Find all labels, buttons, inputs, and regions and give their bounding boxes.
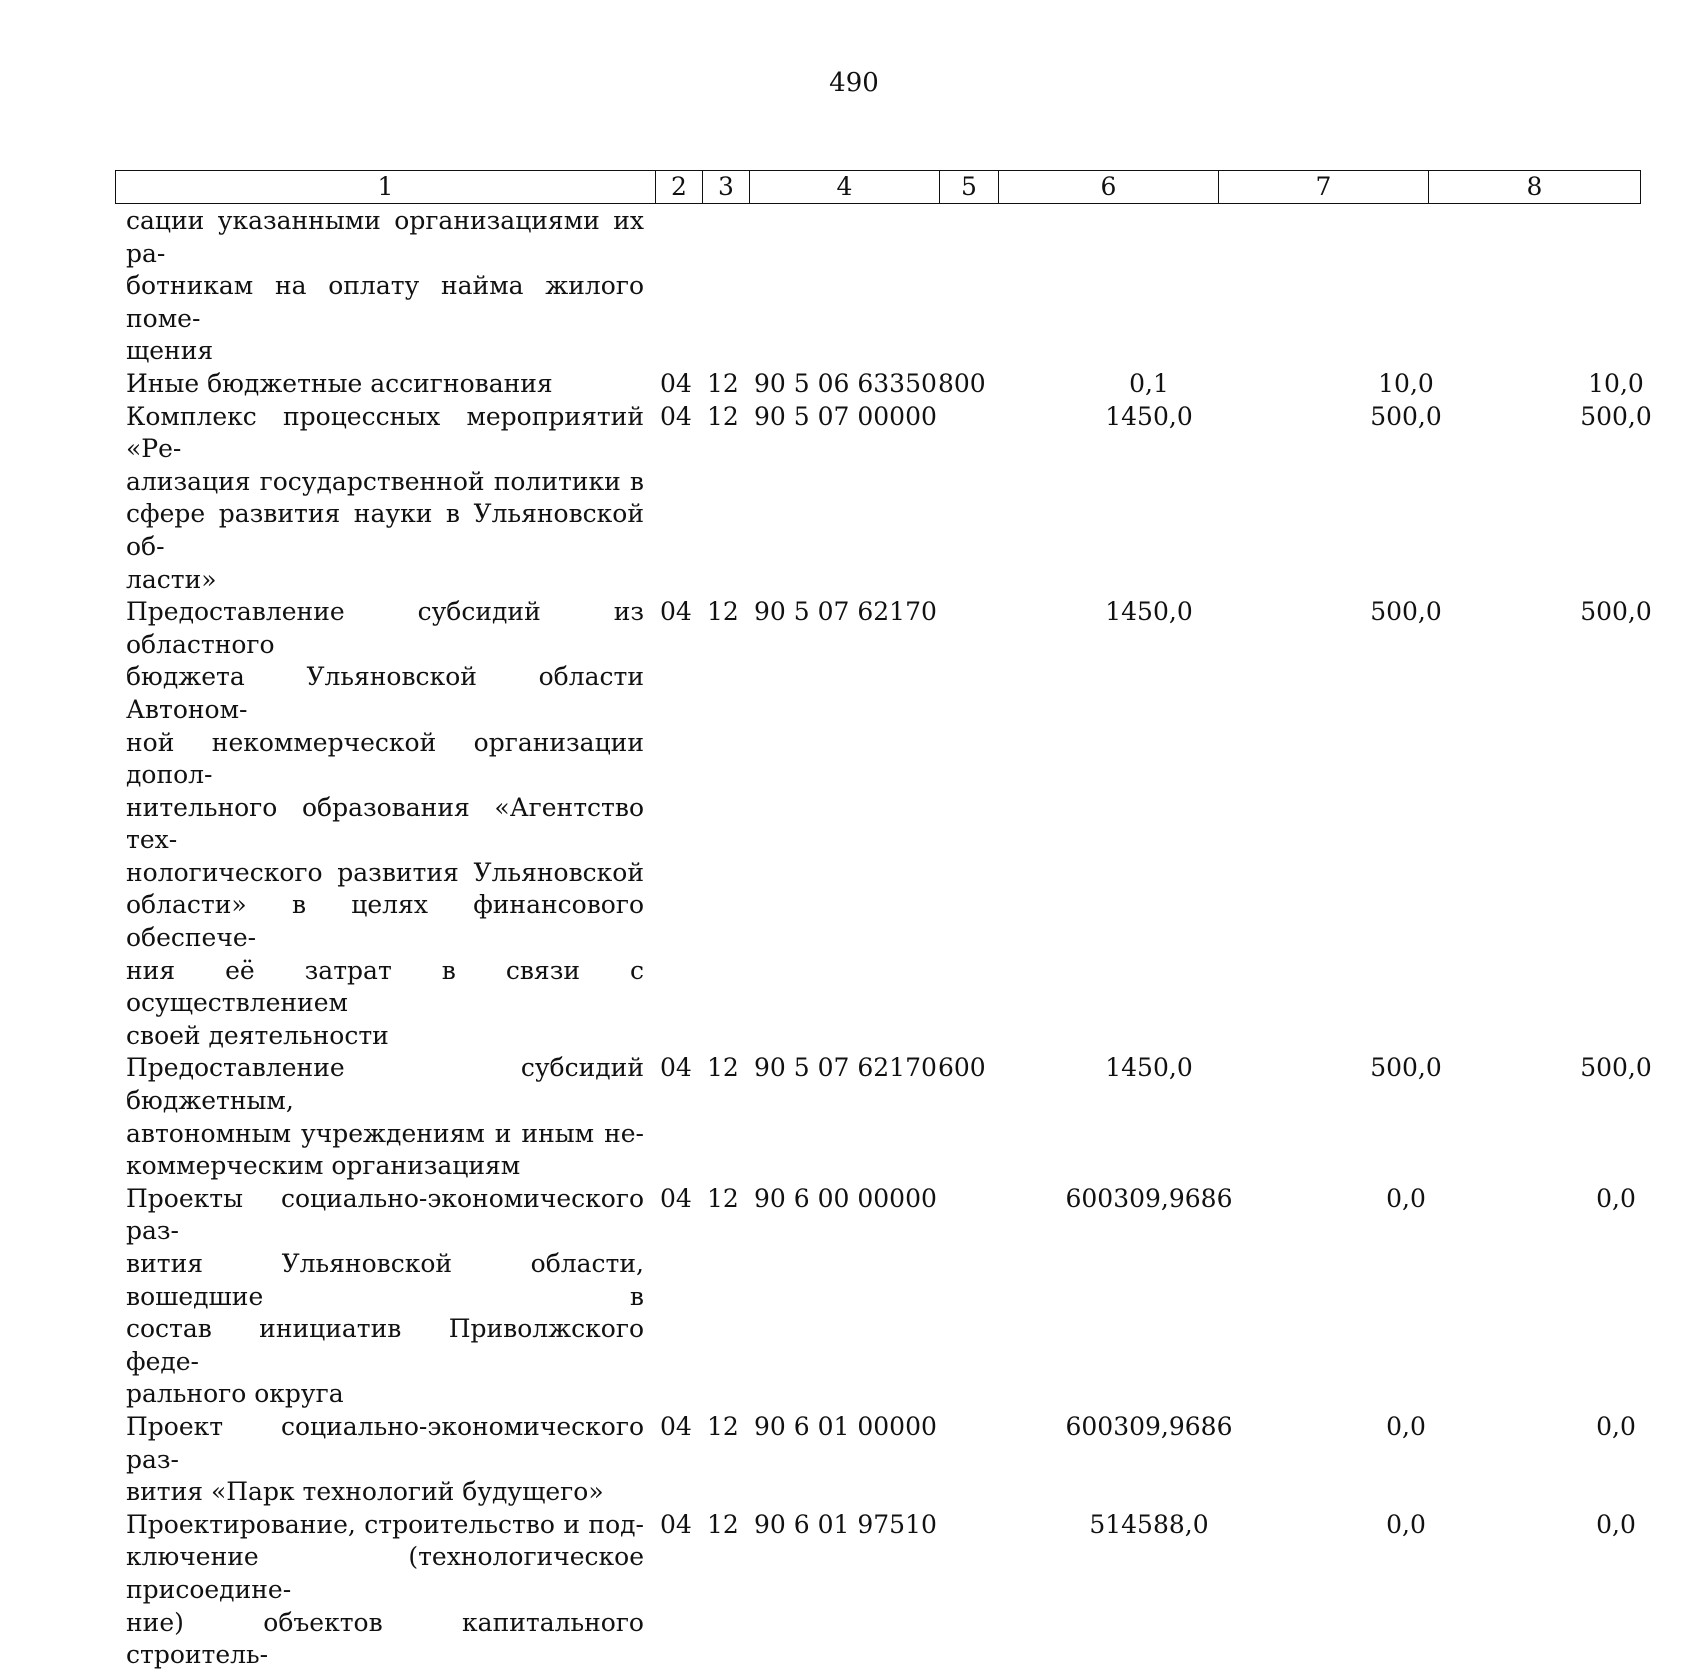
description-line: рального округа [126, 1379, 344, 1409]
table-row [126, 1052, 1652, 1182]
cell-col-2: 04 [660, 1509, 692, 1539]
row-description [126, 1509, 644, 1672]
cell-col-4: 90 6 00 00000 [754, 1183, 937, 1213]
cell-col-6: 514588,0 [1089, 1509, 1209, 1539]
cell-col-7: 500,0 [1370, 401, 1442, 431]
column-header-5: 5 [940, 171, 999, 204]
cell-col-6: 0,1 [1129, 368, 1169, 398]
column-header-8: 8 [1429, 171, 1641, 204]
cell-col-2: 04 [660, 597, 692, 627]
cell-col-6: 1450,0 [1105, 1053, 1193, 1083]
cell-col-3: 12 [707, 401, 739, 431]
description-line: коммерческим организациям [126, 1151, 521, 1181]
cell-col-5: 800 [938, 368, 986, 398]
column-header-table [115, 170, 1641, 204]
cell-col-7: 0,0 [1386, 1183, 1426, 1213]
cell-col-6: 1450,0 [1105, 597, 1193, 627]
cell-col-8: 0,0 [1596, 1509, 1636, 1539]
description-line: своей деятельности [126, 1020, 389, 1050]
description-line: сации указанными организациями их ра- [126, 206, 644, 268]
row-description [126, 1183, 644, 1411]
cell-col-2: 04 [660, 1411, 692, 1441]
cell-col-8: 10,0 [1588, 368, 1644, 398]
cell-col-5: 600 [938, 1053, 986, 1083]
description-line: сфере развития науки в Ульяновской об- [126, 499, 644, 561]
column-header-6: 6 [999, 171, 1219, 204]
cell-col-7: 500,0 [1370, 597, 1442, 627]
cell-col-4: 90 5 07 62170 [754, 1053, 937, 1083]
column-header-3: 3 [703, 171, 750, 204]
description-line: Иные бюджетные ассигнования [126, 368, 553, 398]
cell-col-4: 90 5 07 62170 [754, 597, 937, 627]
description-line: ключение (технологическое присоедине- [126, 1542, 644, 1604]
description-line: щения [126, 336, 214, 366]
column-header-4: 4 [750, 171, 940, 204]
description-line: ние) объектов капитального строитель- [126, 1607, 644, 1670]
cell-col-8: 500,0 [1580, 597, 1652, 627]
cell-col-8: 0,0 [1596, 1411, 1636, 1441]
description-line: ботникам на оплату найма жилого поме- [126, 271, 644, 333]
cell-col-2: 04 [660, 401, 692, 431]
row-description [126, 401, 644, 597]
cell-col-7: 10,0 [1378, 368, 1434, 398]
cell-col-2: 04 [660, 1183, 692, 1213]
row-description [126, 596, 644, 1052]
cell-col-3: 12 [707, 597, 739, 627]
cell-col-8: 0,0 [1596, 1183, 1636, 1213]
description-line: вития Ульяновской области, вошедшие в [126, 1249, 644, 1311]
description-line: ной некоммерческой организации допол- [126, 727, 644, 790]
cell-col-4: 90 6 01 97510 [754, 1509, 937, 1539]
description-line: автономным учреждениям и иным не- [126, 1118, 644, 1148]
description-line: ния её затрат в связи с осуществлением [126, 955, 644, 1018]
table-row [126, 205, 1646, 368]
column-header-7: 7 [1219, 171, 1429, 204]
description-line: нологического развития Ульяновской [126, 857, 644, 887]
cell-col-3: 12 [707, 1509, 739, 1539]
cell-col-6: 600309,9686 [1065, 1183, 1233, 1213]
cell-col-7: 0,0 [1386, 1411, 1426, 1441]
row-description [126, 1411, 644, 1509]
description-line: Проектирование, строительство и под- [126, 1509, 644, 1539]
cell-col-8: 500,0 [1580, 1053, 1652, 1083]
page-number: 490 [829, 68, 879, 98]
table-body [126, 205, 1652, 1672]
description-line: ализация государственной политики в [126, 466, 644, 496]
cell-col-6: 1450,0 [1105, 401, 1193, 431]
cell-col-4: 90 5 07 00000 [754, 401, 937, 431]
cell-col-6: 600309,9686 [1065, 1411, 1233, 1441]
description-line: Проект социально-экономического раз- [126, 1411, 644, 1474]
table-row [126, 1411, 1646, 1509]
row-description [126, 368, 644, 401]
cell-col-3: 12 [707, 368, 739, 398]
row-description [126, 1052, 644, 1182]
description-line: Предоставление субсидий из областного [126, 597, 644, 659]
table-row [126, 1183, 1646, 1411]
cell-col-7: 0,0 [1386, 1509, 1426, 1539]
column-header-2: 2 [656, 171, 703, 204]
description-line: Проекты социально-экономического раз- [126, 1183, 644, 1246]
description-line: Предоставление субсидий бюджетным, [126, 1053, 644, 1116]
description-line: нительного образования «Агентство тех- [126, 792, 644, 855]
cell-col-4: 90 6 01 00000 [754, 1411, 937, 1441]
cell-col-3: 12 [707, 1411, 739, 1441]
table-row [126, 1509, 1646, 1672]
column-header-1: 1 [116, 171, 656, 204]
cell-col-3: 12 [707, 1053, 739, 1083]
description-line: состав инициатив Приволжского феде- [126, 1314, 644, 1376]
row-description [126, 205, 644, 368]
cell-col-7: 500,0 [1370, 1053, 1442, 1083]
table-row [126, 401, 1652, 597]
table-row [126, 368, 1646, 401]
cell-col-8: 500,0 [1580, 401, 1652, 431]
description-line: вития «Парк технологий будущего» [126, 1477, 604, 1507]
cell-col-3: 12 [707, 1183, 739, 1213]
description-line: Комплекс процессных мероприятий «Ре- [126, 401, 644, 464]
description-line: области» в целях финансового обеспече- [126, 890, 644, 953]
cell-col-2: 04 [660, 1053, 692, 1083]
column-header-row [116, 171, 1641, 204]
description-line: ласти» [126, 564, 217, 594]
cell-col-4: 90 5 06 63350 [754, 368, 937, 398]
cell-col-2: 04 [660, 368, 692, 398]
table-row [126, 596, 1652, 1052]
description-line: бюджета Ульяновской области Автоном- [126, 662, 644, 724]
